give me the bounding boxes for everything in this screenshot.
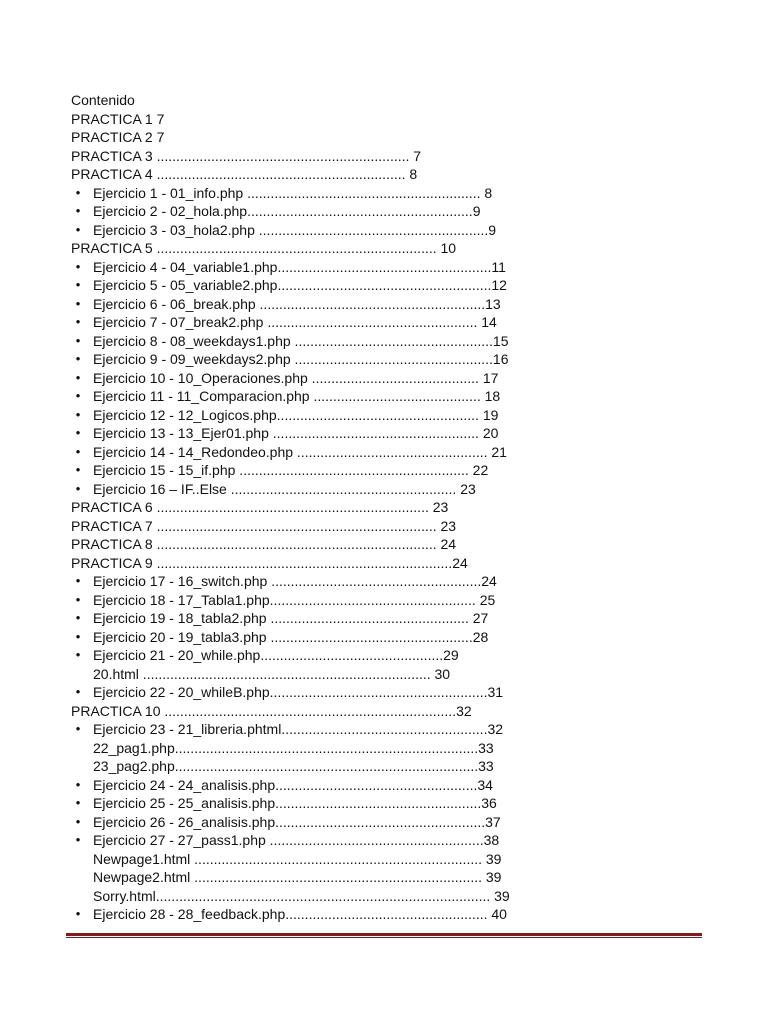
bullet-icon: •: [75, 591, 81, 607]
toc-entry: [71, 110, 711, 129]
bullet-icon: •: [75, 295, 81, 311]
bullet-icon: •: [75, 795, 81, 810]
bullet-icon: •: [75, 628, 81, 644]
toc-entry-text: Ejercicio 9 - 09_weekdays2.php ...................................................16: [93, 351, 509, 367]
toc-entry-bulleted: [71, 443, 711, 462]
toc-entry: [71, 498, 711, 517]
bullet-icon: •: [75, 813, 81, 829]
toc-entry-sub: [71, 868, 711, 887]
toc-entry: [71, 128, 711, 147]
footer-rule-thin: [66, 937, 702, 938]
bullet-icon: •: [75, 832, 81, 847]
toc-entry-text: Ejercicio 15 - 15_if.php ........................................................... 22: [93, 462, 489, 478]
toc-entry-bulleted: [71, 628, 711, 647]
toc-entry-sub: [71, 665, 711, 684]
toc-entry-text: Ejercicio 22 - 20_whileB.php........................................................31: [93, 684, 504, 700]
bullet-icon: •: [75, 776, 81, 792]
bullet-icon: •: [75, 647, 81, 662]
toc-entry-bulleted: [71, 905, 711, 924]
toc-entry-text: Ejercicio 4 - 04_variable1.php.......................................................11: [93, 258, 506, 275]
toc-entry-text: Ejercicio 1 - 01_info.php ............................................................ 8: [93, 184, 493, 201]
toc-entry-bulleted: [71, 572, 711, 591]
toc-entry-text: PRACTICA 10 ...........................................................................32: [71, 702, 472, 719]
bullet-icon: •: [75, 906, 81, 921]
bullet-icon: •: [75, 462, 81, 477]
toc-entry-text: Ejercicio 8 - 08_weekdays1.php ...................................................15: [93, 332, 509, 349]
bullet-icon: •: [75, 351, 81, 366]
toc-entry-sub: [71, 887, 711, 906]
bullet-icon: •: [75, 221, 81, 237]
toc-entry-bulleted: [71, 794, 711, 813]
toc-entry: [71, 535, 711, 554]
toc-entry: [71, 554, 711, 573]
toc-entry-text: PRACTICA 9 ............................................................................24: [71, 554, 468, 571]
toc-entry-text: Ejercicio 16 – IF..Else .......................................................... 23: [93, 480, 476, 497]
toc-entry-bulleted: [71, 461, 711, 480]
toc-entry-bulleted: [71, 646, 711, 665]
toc-entry-text: Contenido: [71, 92, 135, 108]
toc-entry-text: Ejercicio 12 - 12_Logicos.php.................................................... 19: [93, 406, 499, 423]
toc-entry-bulleted: [71, 406, 711, 425]
toc-entry-text: Ejercicio 11 - 11_Comparacion.php ........................................... 18: [93, 388, 501, 404]
toc-entry-text: Ejercicio 2 - 02_hola.php..........................................................9: [93, 203, 481, 219]
toc-entry-bulleted: [71, 609, 711, 628]
toc-entry: [71, 702, 711, 721]
toc-entry: [71, 165, 711, 184]
toc-entry-text: PRACTICA 5 ........................................................................ 10: [71, 240, 457, 256]
toc-entry-text: Ejercicio 10 - 10_Operaciones.php ........................................... 17: [93, 369, 499, 386]
toc-heading: [71, 91, 711, 110]
toc-entry-bulleted: [71, 202, 711, 221]
toc-entry-text: Ejercicio 13 - 13_Ejer01.php ..................................................... 20: [93, 425, 499, 441]
toc-entry-bulleted: [71, 258, 711, 277]
toc-entry-text: Ejercicio 21 - 20_while.php...............................................29: [93, 647, 459, 663]
toc-entry-text: Ejercicio 6 - 06_break.php ..........................................................13: [93, 295, 501, 312]
toc-entry-text: PRACTICA 1 7: [71, 110, 165, 127]
toc-entry-bulleted: [71, 276, 711, 295]
bullet-icon: •: [75, 332, 81, 348]
toc-entry-text: PRACTICA 3 ................................................................. 7: [71, 147, 422, 164]
toc-entry-text: Newpage1.html .......................................................................... 39: [93, 850, 502, 867]
toc-entry-bulleted: [71, 813, 711, 832]
toc-entry-text: Ejercicio 26 - 26_analisis.php......................................................37: [93, 813, 501, 830]
toc-entry-bulleted: [71, 350, 711, 369]
bullet-icon: •: [75, 184, 81, 200]
bullet-icon: •: [75, 425, 81, 440]
toc-entry-text: 20.html .......................................................................... 30: [93, 665, 451, 682]
toc-entry-text: Sorry.html...................................................................................... 39: [93, 887, 510, 904]
bullet-icon: •: [75, 573, 81, 588]
toc-entry: [71, 517, 711, 536]
table-of-contents: [71, 91, 711, 924]
bullet-icon: •: [75, 388, 81, 403]
toc-entry-text: Ejercicio 24 - 24_analisis.php....................................................34: [93, 776, 493, 793]
toc-entry-bulleted: [71, 332, 711, 351]
bullet-icon: •: [75, 258, 81, 274]
toc-entry-text: PRACTICA 6 ...................................................................... 23: [71, 499, 449, 515]
toc-entry-bulleted: [71, 831, 711, 850]
toc-entry-text: PRACTICA 7 ........................................................................ 23: [71, 517, 457, 534]
toc-entry-bulleted: [71, 480, 711, 499]
bullet-icon: •: [75, 610, 81, 625]
toc-entry: [71, 147, 711, 166]
toc-entry-bulleted: [71, 387, 711, 406]
toc-entry-text: 22_pag1.php..............................................................................33: [93, 739, 494, 756]
toc-entry: [71, 239, 711, 258]
toc-entry-sub: [71, 850, 711, 869]
toc-entry-bulleted: [71, 591, 711, 610]
toc-entry-text: Ejercicio 14 - 14_Redondeo.php ................................................. 21: [93, 443, 507, 460]
toc-entry-text: Ejercicio 19 - 18_tabla2.php ................................................... 27: [93, 610, 489, 626]
bullet-icon: •: [75, 314, 81, 329]
toc-entry-text: Ejercicio 18 - 17_Tabla1.php..................................................... 25: [93, 591, 496, 608]
toc-entry-text: Ejercicio 27 - 27_pass1.php .......................................................38: [93, 832, 500, 848]
toc-entry-text: PRACTICA 4 ................................................................ 8: [71, 166, 418, 182]
toc-entry-bulleted: [71, 720, 711, 739]
bullet-icon: •: [75, 277, 81, 292]
toc-entry-text: Ejercicio 3 - 03_hola2.php ...........................................................9: [93, 221, 497, 238]
toc-entry-bulleted: [71, 313, 711, 332]
toc-entry-text: Ejercicio 17 - 16_switch.php ......................................................24: [93, 573, 497, 589]
toc-entry-text: PRACTICA 2 7: [71, 129, 165, 145]
toc-entry-bulleted: [71, 184, 711, 203]
bullet-icon: •: [75, 443, 81, 459]
toc-entry-text: 23_pag2.php..............................................................................33: [93, 758, 494, 774]
bullet-icon: •: [75, 684, 81, 699]
toc-entry-bulleted: [71, 221, 711, 240]
toc-entry-text: Ejercicio 25 - 25_analisis.php.....................................................36: [93, 795, 497, 811]
toc-entry-text: Ejercicio 28 - 28_feedback.php.................................................... 40: [93, 906, 507, 922]
bullet-icon: •: [75, 203, 81, 218]
toc-entry-text: PRACTICA 8 ........................................................................ 24: [71, 536, 457, 552]
toc-entry-bulleted: [71, 683, 711, 702]
toc-entry-sub: [71, 739, 711, 758]
toc-entry-sub: [71, 757, 711, 776]
bullet-icon: •: [75, 369, 81, 385]
bullet-icon: •: [75, 406, 81, 422]
toc-entry-bulleted: [71, 424, 711, 443]
bullet-icon: •: [75, 721, 81, 736]
toc-entry-bulleted: [71, 295, 711, 314]
toc-entry-text: Ejercicio 5 - 05_variable2.php.......................................................12: [93, 277, 507, 293]
footer-rule: [66, 933, 702, 938]
bullet-icon: •: [75, 480, 81, 496]
toc-entry-text: Newpage2.html .......................................................................... 39: [93, 869, 502, 885]
toc-entry-bulleted: [71, 776, 711, 795]
toc-entry-text: Ejercicio 20 - 19_tabla3.php ....................................................28: [93, 628, 489, 645]
toc-entry-text: Ejercicio 7 - 07_break2.php ...................................................... 14: [93, 314, 497, 330]
toc-entry-text: Ejercicio 23 - 21_libreria.phtml.....................................................32: [93, 721, 504, 737]
toc-entry-bulleted: [71, 369, 711, 388]
